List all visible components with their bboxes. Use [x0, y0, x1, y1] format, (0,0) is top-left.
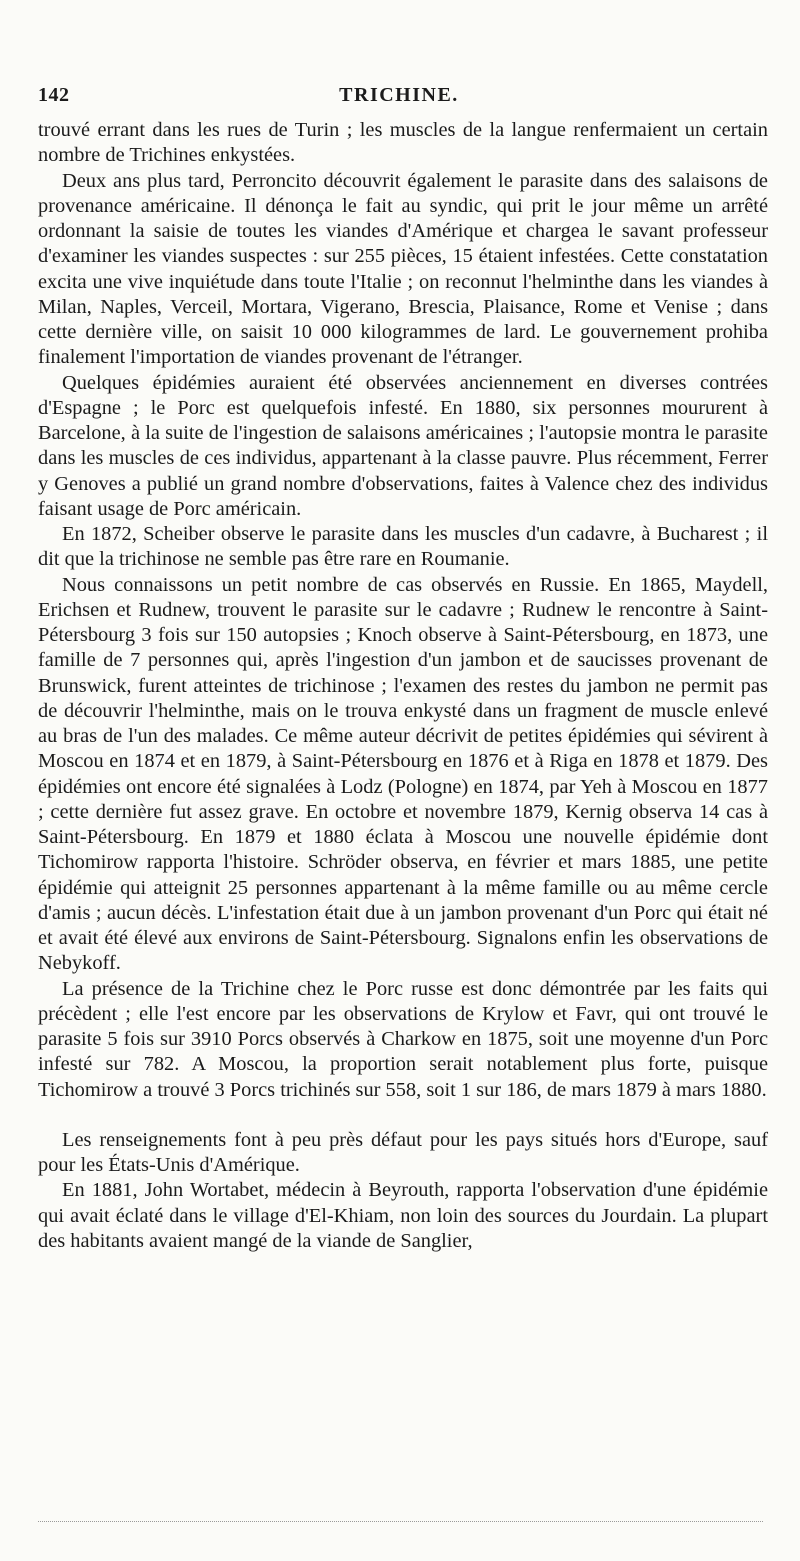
paragraph: En 1872, Scheiber observe le parasite dans les muscles d'un cadavre, à Bucharest ; il dit que la trichinose ne semble pas être rare en Roumanie.	[38, 523, 768, 571]
paragraph: Quelques épidémies auraient été observées anciennement en diverses contrées d'Espagne ; le Porc est quelquefois infesté. En 1880, six personnes moururent à Barcelone, à la suite de l'ingestion de salaisons américaines ; l'autopsie montra le parasite dans les muscles de ces individus, appartenant à la classe pauvre. Plus récemment, Ferrer y Genoves a publié un grand nombre d'observations, faites à Valence chez des individus faisant usage de Porc américain.	[38, 371, 768, 520]
paragraph: La présence de la Trichine chez le Porc russe est donc démontrée par les faits qui précèdent ; elle l'est encore par les observations de Krylow et Favr, qui ont trouvé le parasite 5 fois sur 3910 Porcs observés à Charkow en 1875, soit une moyenne d'un Porc infesté sur 782. A Moscou, la proportion serait notablement plus forte, puisque Tichomirow a trouvé 3 Porcs trichinés sur 558, soit 1 sur 186, de mars 1879 à mars 1880.	[38, 977, 768, 1101]
paragraph: Deux ans plus tard, Perroncito découvrit également le parasite dans des salaisons de provenance américaine. Il dénonça le fait au syndic, qui prit le jour même un arrêté ordonnant la saisie de toutes les viandes d'Amérique et chargea le savant professeur d'examiner les viandes suspectes : sur 255 pièces, 15 étaient infestées. Cette constatation excita une vive inquiétude dans toute l'Italie ; on reconnut l'helminthe dans les viandes à Milan, Naples, Verceil, Mortara, Vigerano, Brescia, Plaisance, Rome et Venise ; dans cette dernière ville, on saisit 10 000 kilogrammes de lard. Le gouvernement prohiba finalement l'importation de viandes provenant de l'étranger.	[38, 169, 768, 369]
running-title: TRICHINE.	[339, 84, 459, 106]
page-header	[38, 84, 760, 114]
paragraph: Nous connaissons un petit nombre de cas observés en Russie. En 1865, Maydell, Erichsen et Rudnew, trouvent le parasite sur le cadavre ; Rudnew le rencontre à Saint-Pétersbourg 3 fois sur 150 autopsies ; Knoch observe à Saint-Pétersbourg, en 1873, une famille de 7 personnes qui, après l'ingestion d'un jambon et de saucisses provenant de Brunswick, furent atteintes de trichinose ; l'examen des restes du jambon ne permit pas de découvrir l'helminthe, mais on le trouva enkysté dans un fragment de muscle enlevé au bras de l'un des malades. Ce même auteur décrivit de petites épidémies qui sévirent à Moscou en 1874 et en 1879, à Saint-Pétersbourg en 1876 et à Riga en 1878 et 1879. Des épidémies ont encore été signalées à Lodz (Pologne) en 1874, par Yeh à Moscou en 1877 ; cette dernière fut assez grave. En octobre et novembre 1879, Kernig observa 14 cas à Saint-Pétersbourg. En 1879 et 1880 éclata à Moscou une nouvelle épidémie dont Tichomirow rapporta l'histoire. Schröder observa, en février et mars 1885, une petite épidémie qui atteignit 25 personnes appartenant à la même famille ou au même cercle d'amis ; aucun décès. L'infestation était due à un jambon provenant d'un Porc qui était né et avait été élevé aux environs de Saint-Pétersbourg. Signalons enfin les observations de Nebykoff.	[38, 573, 768, 975]
paragraph: En 1881, John Wortabet, médecin à Beyrouth, rapporta l'observation d'une épidémie qui avait éclaté dans le village d'El-Khiam, non loin des sources du Jourdain. La plupart des habitants avaient mangé de la viande de Sanglier,	[38, 1179, 768, 1252]
page-number: 142	[38, 84, 70, 106]
footer-rule	[38, 1521, 763, 1522]
paragraph: Les renseignements font à peu près défaut pour les pays situés hors d'Europe, sauf pour les États-Unis d'Amérique.	[38, 1128, 768, 1176]
page-body	[38, 118, 768, 1254]
paragraph: trouvé errant dans les rues de Turin ; les muscles de la langue renfermaient un certain nombre de Trichines enkystées.	[38, 119, 768, 167]
